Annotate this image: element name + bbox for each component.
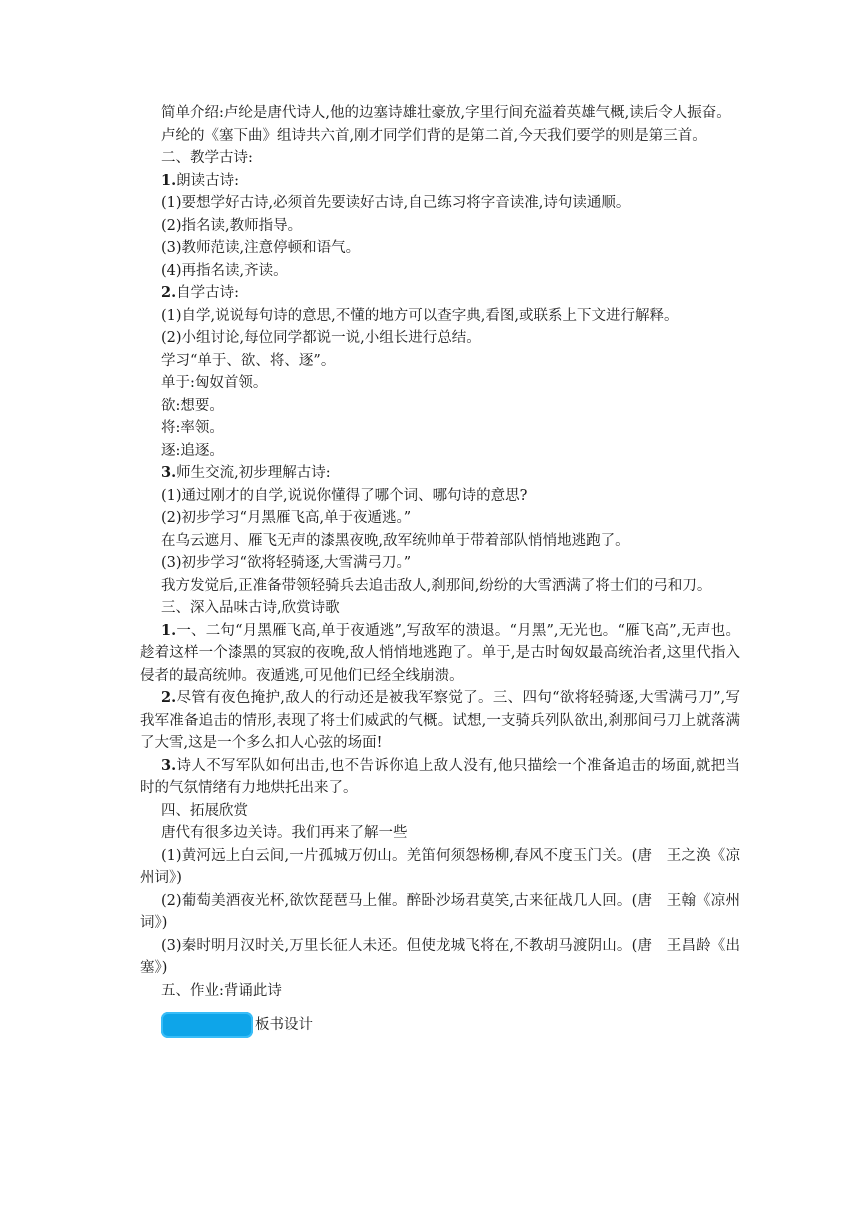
paragraph bbox=[140, 327, 740, 350]
paragraph-text: 五、作业:背诵此诗 bbox=[161, 982, 282, 999]
item-number: 1. bbox=[161, 171, 177, 189]
paragraph bbox=[140, 395, 740, 418]
paragraph-text: (3)初步学习“欲将轻骑逐,大雪满弓刀。” bbox=[161, 555, 412, 571]
paragraph bbox=[140, 980, 740, 1003]
paragraph bbox=[140, 372, 740, 395]
paragraph-text: 卢纶的《塞下曲》组诗共六首,刚才同学们背的是第二首,今天我们要学的则是第三首。 bbox=[161, 127, 707, 144]
paragraph bbox=[140, 800, 740, 823]
paragraph-text: (2)葡萄美酒夜光杯,欲饮琵琶马上催。醉卧沙场君莫笑,古来征战几人回。(唐 王翰《凉州词》) bbox=[140, 892, 740, 931]
paragraph bbox=[140, 102, 740, 125]
paragraph-text: 三、深入品味古诗,欣赏诗歌 bbox=[161, 600, 340, 616]
lesson-plan-body bbox=[140, 102, 740, 1038]
paragraph-text: 师生交流,初步理解古诗: bbox=[176, 465, 331, 481]
paragraph-text: (2)小组讨论,每位同学都说一说,小组长进行总结。 bbox=[161, 330, 481, 346]
item-number: 1. bbox=[161, 621, 177, 639]
paragraph-text: 唐代有很多边关诗。我们再来了解一些 bbox=[161, 825, 408, 841]
paragraph bbox=[140, 215, 740, 238]
paragraph-text: (1)通过刚才的自学,说说你懂得了哪个词、哪句诗的意思? bbox=[161, 487, 528, 504]
paragraph bbox=[140, 237, 740, 260]
paragraph-text: 二、教学古诗: bbox=[161, 150, 253, 166]
paragraph-text: 在乌云遮月、雁飞无声的漆黑夜晚,敌军统帅单于带着部队悄悄地逃跑了。 bbox=[161, 532, 630, 549]
paragraph bbox=[140, 507, 740, 530]
paragraph bbox=[140, 440, 740, 463]
section-tag-badge bbox=[161, 1012, 253, 1038]
paragraph bbox=[140, 417, 740, 440]
paragraph-text: 一、二句“月黑雁飞高,单于夜遁逃”,写敌军的溃退。“月黑”,无光也。“雁飞高”,无声也。趁着这样一个漆黑的冥寂的夜晚,敌人悄悄地逃跑了。单于,是古时匈奴最高统治者,这里代指入侵者的最高统帅。夜遁逃,可见他们已经全线崩溃。 bbox=[140, 622, 740, 684]
paragraph-text: 尽管有夜色掩护,敌人的行动还是被我军察觉了。三、四句“欲将轻骑逐,大雪满弓刀”,写我军准备追击的情形,表现了将士们威武的气概。试想,一支骑兵列队欲出,刹那间弓刀上就落满了大雪,这是一个多么扣人心弦的场面! bbox=[140, 690, 740, 751]
paragraph-text: (2)初步学习“月黑雁飞高,单于夜遁逃。” bbox=[161, 510, 412, 526]
paragraph bbox=[140, 530, 740, 553]
paragraph-text: 自学古诗: bbox=[176, 285, 240, 301]
item-number: 2. bbox=[161, 689, 177, 706]
paragraph-text: 学习“单于、欲、将、逐”。 bbox=[161, 352, 336, 369]
paragraph bbox=[140, 597, 740, 620]
paragraph-text: 逐:追逐。 bbox=[161, 442, 224, 459]
paragraph bbox=[140, 890, 740, 935]
paragraph-text: (2)指名读,教师指导。 bbox=[161, 217, 303, 234]
paragraph bbox=[140, 687, 740, 755]
paragraph bbox=[140, 282, 740, 305]
paragraph bbox=[140, 125, 740, 148]
paragraph bbox=[140, 485, 740, 508]
paragraph-text: (1)要想学好古诗,必须首先要读好古诗,自己练习将字音读准,诗句读通顺。 bbox=[161, 195, 631, 211]
paragraph bbox=[140, 192, 740, 215]
paragraph bbox=[140, 260, 740, 283]
paragraph bbox=[140, 350, 740, 373]
paragraph bbox=[140, 147, 740, 170]
paragraph-text: 简单介绍:卢纶是唐代诗人,他的边塞诗雄壮豪放,字里行间充溢着英雄气概,读后令人振奋。 bbox=[161, 105, 731, 121]
paragraph bbox=[140, 305, 740, 328]
paragraph-text: 欲:想要。 bbox=[161, 397, 224, 414]
item-number: 3. bbox=[161, 756, 177, 774]
paragraph-text: 朗读古诗: bbox=[176, 172, 240, 189]
paragraph-text: 单于:匈奴首领。 bbox=[161, 375, 268, 391]
paragraph-text: (3)教师范读,注意停顿和语气。 bbox=[161, 240, 361, 256]
paragraph bbox=[140, 575, 740, 598]
board-design-heading bbox=[140, 1012, 740, 1038]
paragraph bbox=[140, 552, 740, 575]
section-heading-label: 板书设计 bbox=[255, 1016, 313, 1033]
paragraph bbox=[140, 170, 740, 193]
item-number: 3. bbox=[161, 464, 177, 481]
paragraph-text: (3)秦时明月汉时关,万里长征人未还。但使龙城飞将在,不教胡马渡阴山。(唐 王昌龄《出塞》) bbox=[140, 937, 740, 976]
paragraph-text: 四、拓展欣赏 bbox=[161, 802, 248, 819]
paragraph-text: 诗人不写军队如何出击,也不告诉你追上敌人没有,他只描绘一个准备追击的场面,就把当时的气氛情绪有力地烘托出来了。 bbox=[140, 757, 740, 796]
paragraph bbox=[140, 462, 740, 485]
paragraph-text: (1)黄河远上白云间,一片孤城万仞山。羌笛何须怨杨柳,春风不度玉门关。(唐 王之涣《凉州词》) bbox=[140, 847, 740, 886]
item-number: 2. bbox=[161, 284, 177, 301]
paragraph-text: (4)再指名读,齐读。 bbox=[161, 262, 288, 279]
paragraph-text: (1)自学,说说每句诗的意思,不懂的地方可以查字典,看图,或联系上下文进行解释。 bbox=[161, 307, 679, 324]
paragraph bbox=[140, 755, 740, 800]
paragraph bbox=[140, 620, 740, 688]
paragraph bbox=[140, 845, 740, 890]
paragraph bbox=[140, 822, 740, 845]
paragraph-text: 将:率领。 bbox=[161, 420, 224, 436]
paragraph-text: 我方发觉后,正准备带领轻骑兵去追击敌人,刹那间,纷纷的大雪洒满了将士们的弓和刀。 bbox=[161, 577, 712, 594]
paragraph bbox=[140, 935, 740, 980]
